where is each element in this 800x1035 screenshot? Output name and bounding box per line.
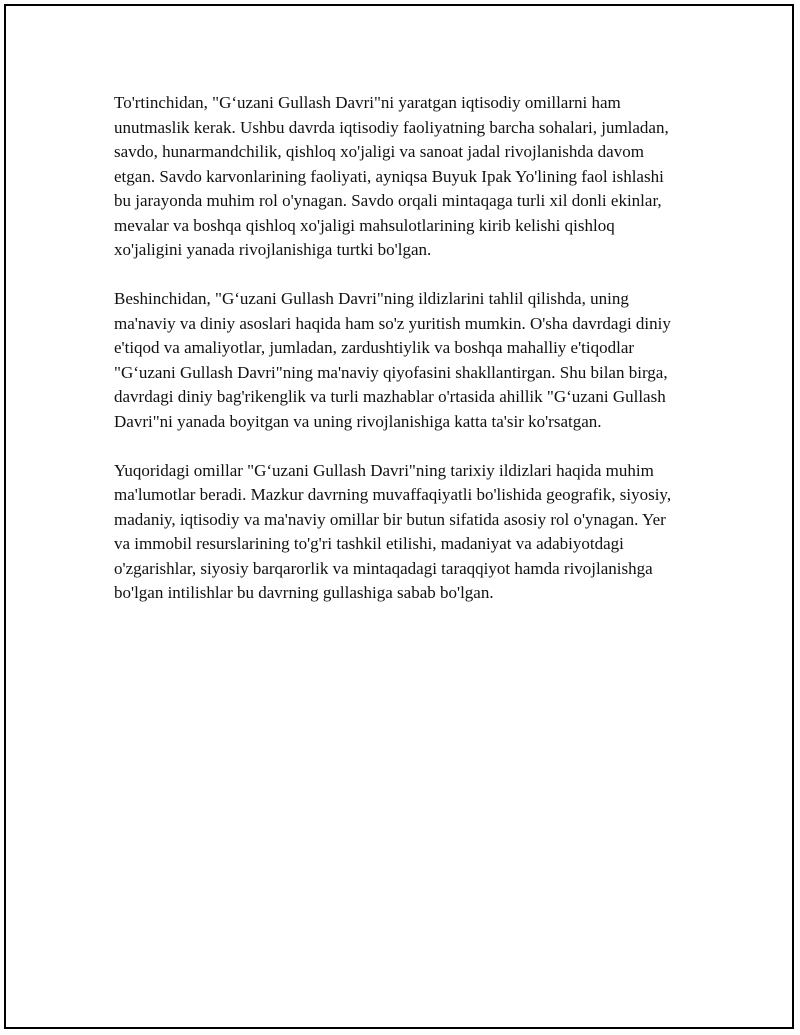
paragraph-spiritual-factors: Beshinchidan, "G‘uzani Gullash Davri"ning ildizlarini tahlil qilishda, uning ma'naviy va diniy asoslari haqida ham so'z yuritish mumkin. O'sha davrdagi diniy e'tiqod va amaliyotlar, jumladan, zardushtiylik va boshqa mahalliy e'tiqodlar "G‘uzani Gullash Davri"ning ma'naviy qiyofasini shakllantirgan. Shu bilan birga, davrdagi diniy bag'rikenglik va turli mazhablar o'rtasida ahillik "G‘uzani Gullash Davri"ni yanada boyitgan va uning rivojlanishiga katta ta'sir ko'rsatgan. — [114, 289, 671, 431]
document-body — [114, 91, 684, 630]
paragraph-conclusion: Yuqoridagi omillar "G‘uzani Gullash Davri"ning tarixiy ildizlari haqida muhim ma'lumotlar beradi. Mazkur davrning muvaffaqiyatli bo'lishida geografik, siyosiy, madaniy, iqtisodiy va ma'naviy omillar bir butun sifatida asosiy rol o'ynagan. Yer va immobil resurslarining to'g'ri tashkil etilishi, madaniyat va adabiyotdagi o'zgarishlar, siyosiy barqarorlik va mintaqadagi taraqqiyot hamda rivojlanishga bo'lgan intilishlar bu davrning gullashiga sabab bo'lgan. — [114, 460, 672, 602]
paragraph-economic-factors: To'rtinchidan, "G‘uzani Gullash Davri"ni yaratgan iqtisodiy omillarni ham unutmaslik kerak. Ushbu davrda iqtisodiy faoliyatning barcha sohalari, jumladan, savdo, hunarmandchilik, qishloq xo'jaligi va sanoat jadal rivojlanishda davom etgan. Savdo karvonlarining faoliyati, ayniqsa Buyuk Ipak Yo'lining faol ishlashi bu jarayonda muhim rol o'ynagan. Savdo orqali mintaqaga turli xil donli ekinlar, mevalar va boshqa qishloq xo'jaligi mahsulotlarining kirib kelishi qishloq xo'jaligini yanada rivojlanishiga turtki bo'lgan. — [114, 93, 669, 259]
